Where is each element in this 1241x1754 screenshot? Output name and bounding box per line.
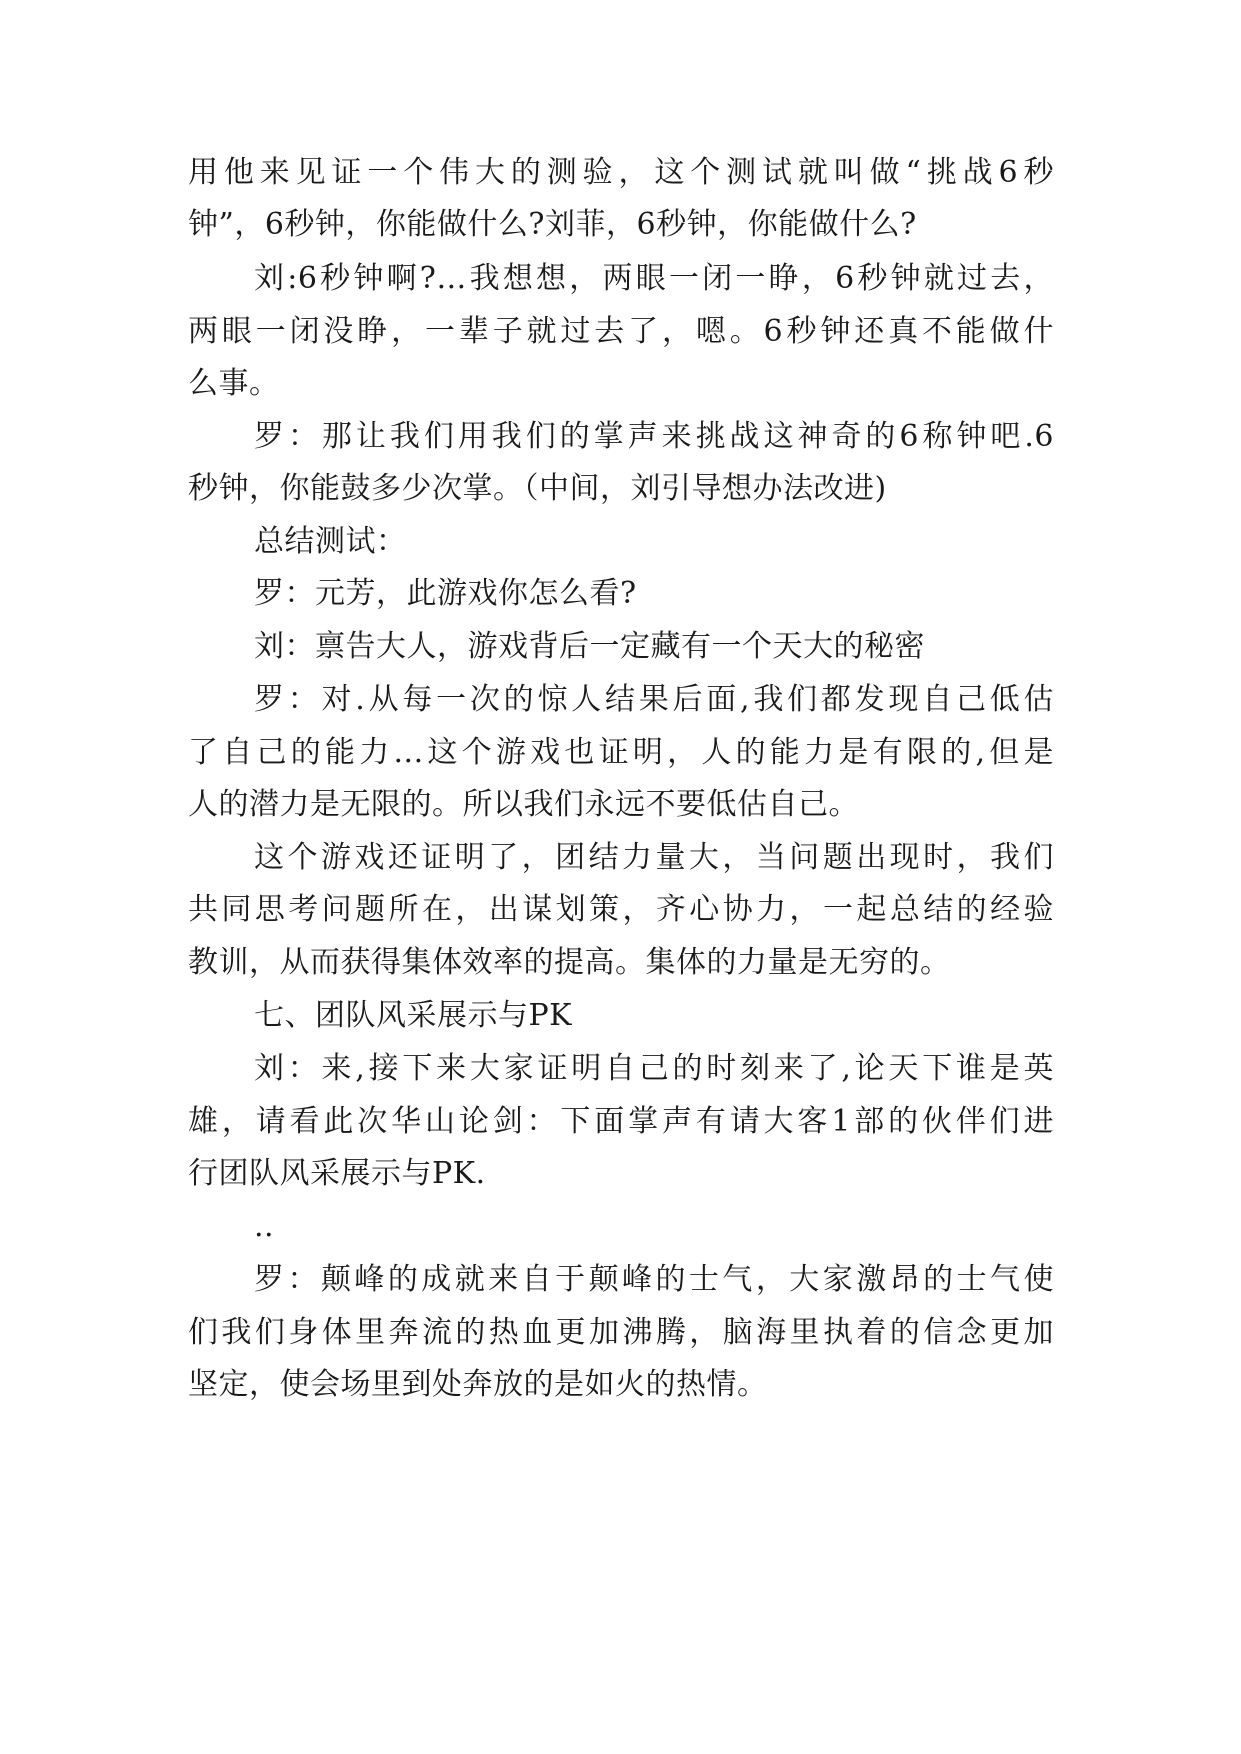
text-line: 罗：元芳，此游戏你怎么看? xyxy=(254,576,637,611)
text-line: 雄，请看此次华山论剑：下面掌声有请大客1部的伙伴们进 xyxy=(188,1104,1054,1139)
text-line: 用他来见证一个伟大的测验，这个测试就叫做“挑战6秒 xyxy=(188,155,1054,190)
text-line: 罗：那让我们用我们的掌声来挑战这神奇的6称钟吧.6 xyxy=(254,419,1054,454)
text-line: 罗：颠峰的成就来自于颠峰的士气，大家激昂的士气使 xyxy=(254,1262,1054,1297)
text-line: 刘：禀告大人，游戏背后一定藏有一个天大的秘密 xyxy=(254,629,925,664)
text-line: 行团队风采展示与PK. xyxy=(188,1156,486,1191)
section-heading: 总结测试： xyxy=(254,524,407,559)
text-line: 共同思考问题所在，出谋划策，齐心协力，一起总结的经验 xyxy=(188,892,1054,927)
text-line: 坚定，使会场里到处奔放的是如火的热情。 xyxy=(188,1367,768,1402)
text-line: 教训，从而获得集体效率的提高。集体的力量是无穷的。 xyxy=(188,945,951,980)
text-line: 两眼一闭没睁，一辈子就过去了，嗯。6秒钟还真不能做什 xyxy=(188,314,1054,349)
text-line: 刘：来,接下来大家证明自己的时刻来了,论天下谁是英 xyxy=(254,1051,1054,1086)
text-line: 们我们身体里奔流的热血更加沸腾，脑海里执着的信念更加 xyxy=(188,1315,1054,1350)
text-line: 人的潜力是无限的。所以我们永远不要低估自己。 xyxy=(188,787,859,822)
text-line: 罗：对.从每一次的惊人结果后面,我们都发现自己低估 xyxy=(254,682,1054,717)
text-line: 这个游戏还证明了，团结力量大，当问题出现时，我们 xyxy=(254,840,1054,875)
text-line: 秒钟，你能鼓多少次掌。（中间，刘引导想办法改进) xyxy=(188,471,887,506)
ellipsis-line: .. xyxy=(254,1209,275,1244)
text-line: 钟”，6秒钟，你能做什么?刘菲，6秒钟，你能做什么? xyxy=(188,207,917,242)
section-heading: 七、团队风采展示与PK xyxy=(254,998,573,1033)
text-line: 了自己的能力...这个游戏也证明，人的能力是有限的,但是 xyxy=(188,735,1054,770)
text-line: 么事。 xyxy=(188,366,280,401)
text-line: 刘:6秒钟啊?…我想想，两眼一闭一睁，6秒钟就过去， xyxy=(254,261,1054,296)
